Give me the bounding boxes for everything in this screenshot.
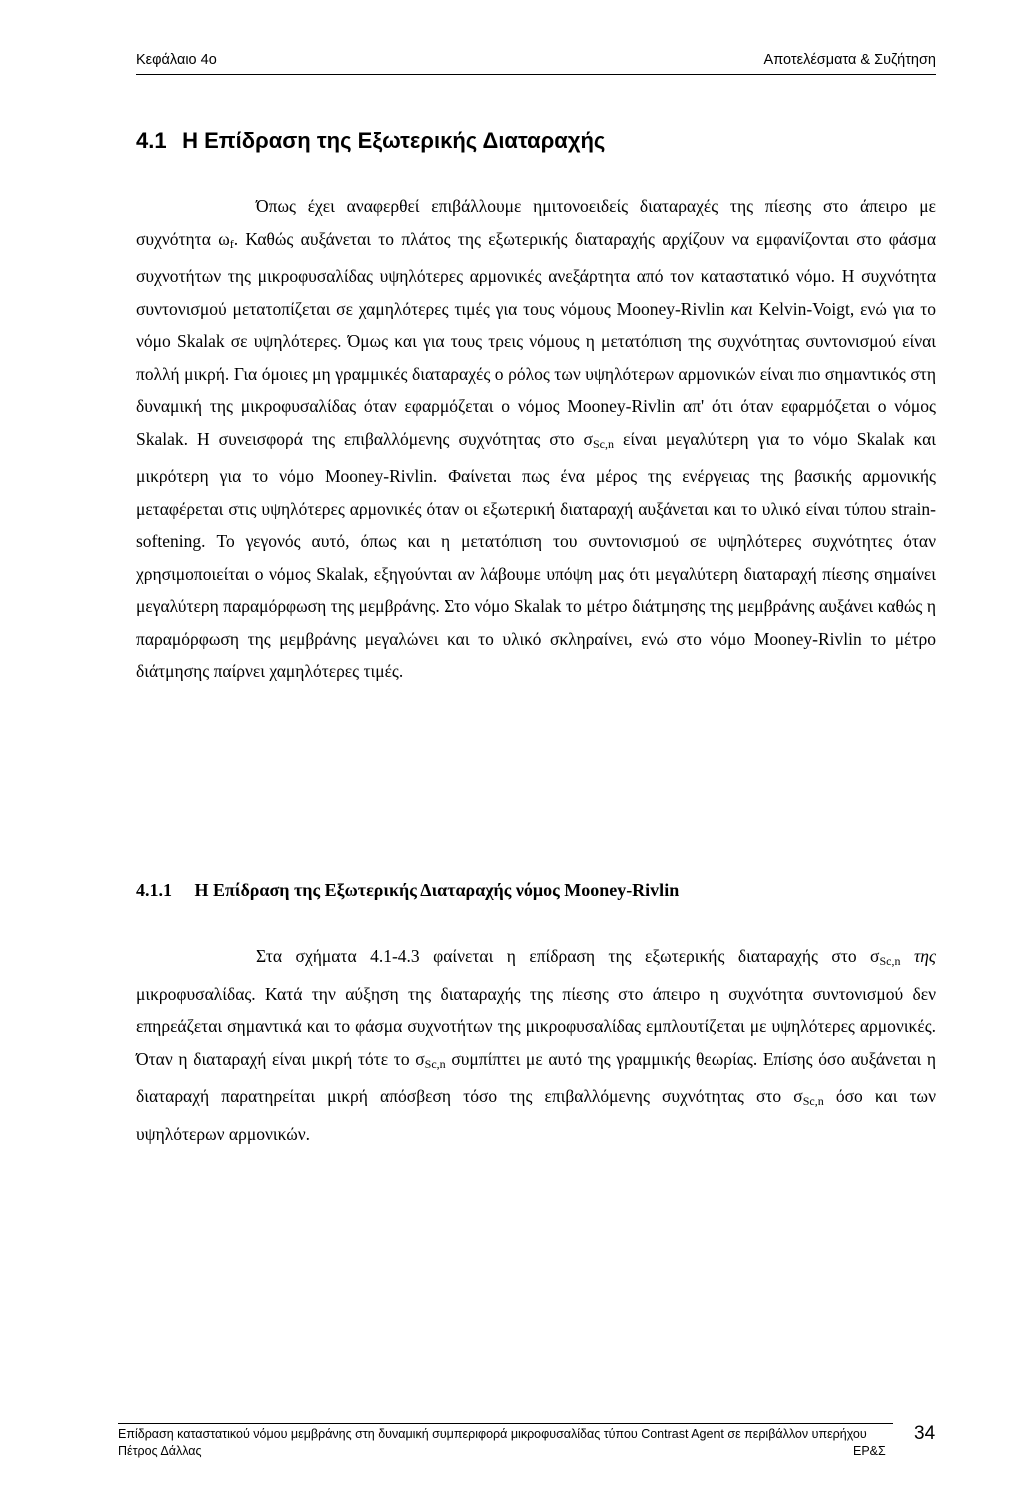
sigma-subscript: Sc,n xyxy=(879,954,901,968)
header-section-name: Αποτελέσματα & Συζήτηση xyxy=(763,52,936,68)
paragraph1-text-2: . Καθώς αυξάνεται το πλάτος της εξωτερικής διαταραχής αρχίζουν να εμφανίζονται στο φάσμα συχνοτήτων της μικροφυσαλίδας υψηλότερες αρμονικές ανεξάρτητα από τον καταστατικό νόμο. Η συχνότητα συντονισμού μετατοπίζεται σε χαμηλότερες τιμές για τους νόμους Mooney-Rivlin xyxy=(136,228,936,319)
body-paragraph-2 xyxy=(136,940,936,1150)
subsection-heading xyxy=(136,880,936,901)
section-title: Η Επίδραση της Εξωτερικής Διαταραχής xyxy=(182,128,606,153)
section-heading xyxy=(136,128,936,154)
paragraph2-text-2: μικροφυσαλίδας. Κατά την αύξηση της διαταραχής της πίεσης στο άπειρο η συχνότητα συντονισμού δεν επηρεάζεται σημαντικά και το φάσμα συχνοτήτων της μικροφυσαλίδας εμπλουτίζεται με υψηλότερες αρμονικές. Όταν η διαταραχή είναι μικρή τότε το σ xyxy=(136,983,936,1069)
paragraph2-italic-article: της xyxy=(900,946,937,966)
subsection-number: 4.1.1 xyxy=(136,880,172,900)
footer-thesis-title: Επίδραση καταστατικού νόμου μεμβράνης στη δυναμική συμπεριφορά μικροφυσαλίδας τύπου Contrast Agent σε περιβάλλον υπερήχου xyxy=(118,1427,867,1441)
subsection-title: Η Επίδραση της Εξωτερικής Διαταραχής νόμος Mooney-Rivlin xyxy=(194,880,680,900)
sigma-subscript: Sc,n xyxy=(802,1094,824,1108)
paragraph1-italic-conjunction: και xyxy=(730,298,753,319)
section-number: 4.1 xyxy=(136,128,167,153)
sigma-subscript: Sc,n xyxy=(592,436,614,451)
running-header xyxy=(136,52,936,75)
sigma-subscript: Sc,n xyxy=(424,1056,446,1071)
paragraph2-text-4: όσο και των υψηλότερων αρμονικών. xyxy=(136,1086,936,1144)
omega-subscript: f xyxy=(229,236,234,251)
footer-divider xyxy=(118,1423,893,1424)
paragraph2-text-3: συμπίπτει με αυτό της γραμμικής θεωρίας. Επίσης όσο αυξάνεται η διαταραχή παρατηρείται μικρή απόσβεση τόσο της επιβαλλόμενης συχνότητας στο σ xyxy=(136,1048,936,1106)
paragraph1-text-3: Kelvin-Voigt, ενώ για το νόμο Skalak σε υψηλότερες. Όμως και για τους τρεις νόμους η μετατόπιση της συχνότητας συντονισμού είναι πολλή μικρή. Για όμοιες μη γραμμικές διαταραχές ο ρόλος των υψηλότερων αρμονικών είναι πιο σημαντικός στη δυναμική της μικροφυσαλίδας όταν εφαρμόζεται ο νόμος Mooney-Rivlin απ' ότι όταν εφαρμόζεται ο νόμος Skalak. Η συνεισφορά της επιβαλλόμενης συχνότητας στο σ xyxy=(136,298,936,449)
footer-organization: ΕΡ&Σ xyxy=(853,1444,886,1458)
footer-author: Πέτρος Δάλλας xyxy=(118,1444,202,1458)
paragraph1-text-4: είναι μεγαλύτερη για το νόμο Skalak και μικρότερη για το νόμο Mooney-Rivlin. Φαίνεται πως ένα μέρος της ενέργειας της βασικής αρμονικής μεταφέρεται στις υψηλότερες αρμονικές όταν οι εξωτερική διαταραχή αυξάνεται και το υλικό είναι τύπου strain-softening. Το γεγονός αυτό, όπως και η μετατόπιση του συντονισμού σε υψηλότερες συχνότητες όταν χρησιμοποιείται ο νόμος Skalak, εξηγούνται αν λάβουμε υπόψη μας ότι μεγαλύτερη διαταραχή πίεσης σημαίνει μεγαλύτερη παραμόρφωση της μεμβράνης. Στο νόμο Skalak το μέτρο διάτμησης της μεμβράνης αυξάνει καθώς η παραμόρφωση της μεμβράνης μεγαλώνει και το υλικό σκληραίνει, ενώ στο νόμο Mooney-Rivlin το μέτρο διάτμησης παίρνει χαμηλότερες τιμές. xyxy=(136,428,936,681)
paragraph1-text-1: Όπως έχει αναφερθεί επιβάλλουμε ημιτονοειδείς διαταραχές της πίεσης στο άπειρο με συχνότητα ω xyxy=(136,196,936,249)
body-paragraph-1 xyxy=(136,190,936,688)
header-chapter: Κεφάλαιο 4ο xyxy=(136,52,217,68)
paragraph2-text-1: Στα σχήματα 4.1-4.3 φαίνεται η επίδραση της εξωτερικής διαταραχής στο σ xyxy=(256,946,880,966)
page-number: 34 xyxy=(914,1423,936,1444)
